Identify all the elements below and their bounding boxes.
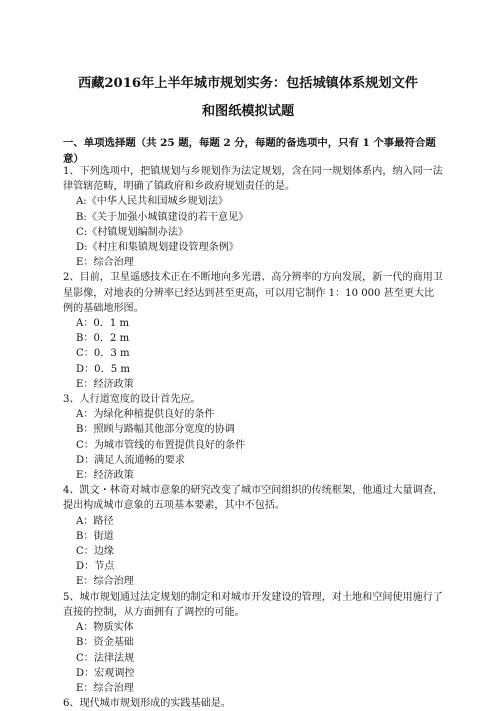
option-b: B：街道 (76, 530, 114, 542)
option-e: E：经济政策 (76, 378, 134, 390)
option-b: B：0．2 m (76, 333, 130, 345)
option-d: D:《村庄和集镇规划建设管理条例》 (76, 242, 239, 254)
option-c: C：法律法规 (76, 652, 135, 664)
section-heading: 一、单项选择题（共 25 题，每题 2 分，每题的备选项中，只有 1 个事最符合题意） (63, 137, 436, 165)
document-title-line-1: 西藏2016年上半年城市规划实务：包括城镇体系规划文件 (77, 76, 418, 91)
option-c: C：0．3 m (76, 348, 130, 360)
question-stem: 5、城市规划通过法定规划的制定和对城市开发建设的管理，对土地和空间使用施行了直接的控制，从方面拥有了调控的可能。 (63, 591, 443, 618)
option-a: A：0．1 m (76, 318, 130, 330)
option-b: B：资金基础 (76, 637, 134, 649)
question-stem: 1、下列选项中，把镇规划与乡规划作为法定规划，含在同一规划体系内，纳入同一法律管辖范畴，明确了镇政府和乡政府规划责任的是。 (63, 166, 443, 193)
question-stem: 3、人行道宽度的设计首先应。 (63, 394, 201, 406)
document-title-line-2: 和图纸模拟试题 (201, 104, 295, 119)
option-d: D：满足人流通畅的要求 (76, 454, 186, 466)
option-c: C：为城市管线的布置提供良好的条件 (76, 439, 246, 451)
question-stem: 2、目前，卫星遥感技术正在不断地向多光谱、高分辨率的方向发展，新一代的商用卫星影像，对地表的分辨率已经达到甚至更高，可以用它制作 1：10 000 甚至更大比例的基础地形图。 (63, 272, 443, 314)
option-a: A：路径 (76, 515, 114, 527)
option-b: B：照顾与路幅其他部分宽度的协调 (76, 424, 235, 436)
question-stem: 6、现代城市规划形成的实践基础是。 (63, 698, 231, 710)
option-c: C:《村镇规划编制办法》 (76, 226, 189, 238)
option-e: E：经济政策 (76, 470, 134, 482)
option-d: D：宏观调控 (76, 667, 135, 679)
question-stem: 4、凯文・林奇对城市意象的研究改变了城市空间组织的传统框架，他通过大量调查，提出构成城市意象的五项基本要素，其中不包括。 (63, 485, 443, 512)
option-a: A：为绿化种植提供良好的条件 (76, 409, 215, 421)
question-list (63, 164, 443, 711)
option-e: E：综合治理 (76, 257, 134, 269)
option-a: A：物质实体 (76, 622, 134, 634)
option-b: B:《关于加强小城镇建设的若干意见》 (76, 211, 249, 223)
option-c: C：边缘 (76, 546, 115, 558)
option-a: A:《中华人民共和国城乡规划法》 (76, 196, 229, 208)
option-e: E：综合治理 (76, 682, 134, 694)
option-d: D：节点 (76, 561, 115, 573)
option-d: D：0．5 m (76, 363, 130, 375)
option-e: E：综合治理 (76, 576, 134, 588)
